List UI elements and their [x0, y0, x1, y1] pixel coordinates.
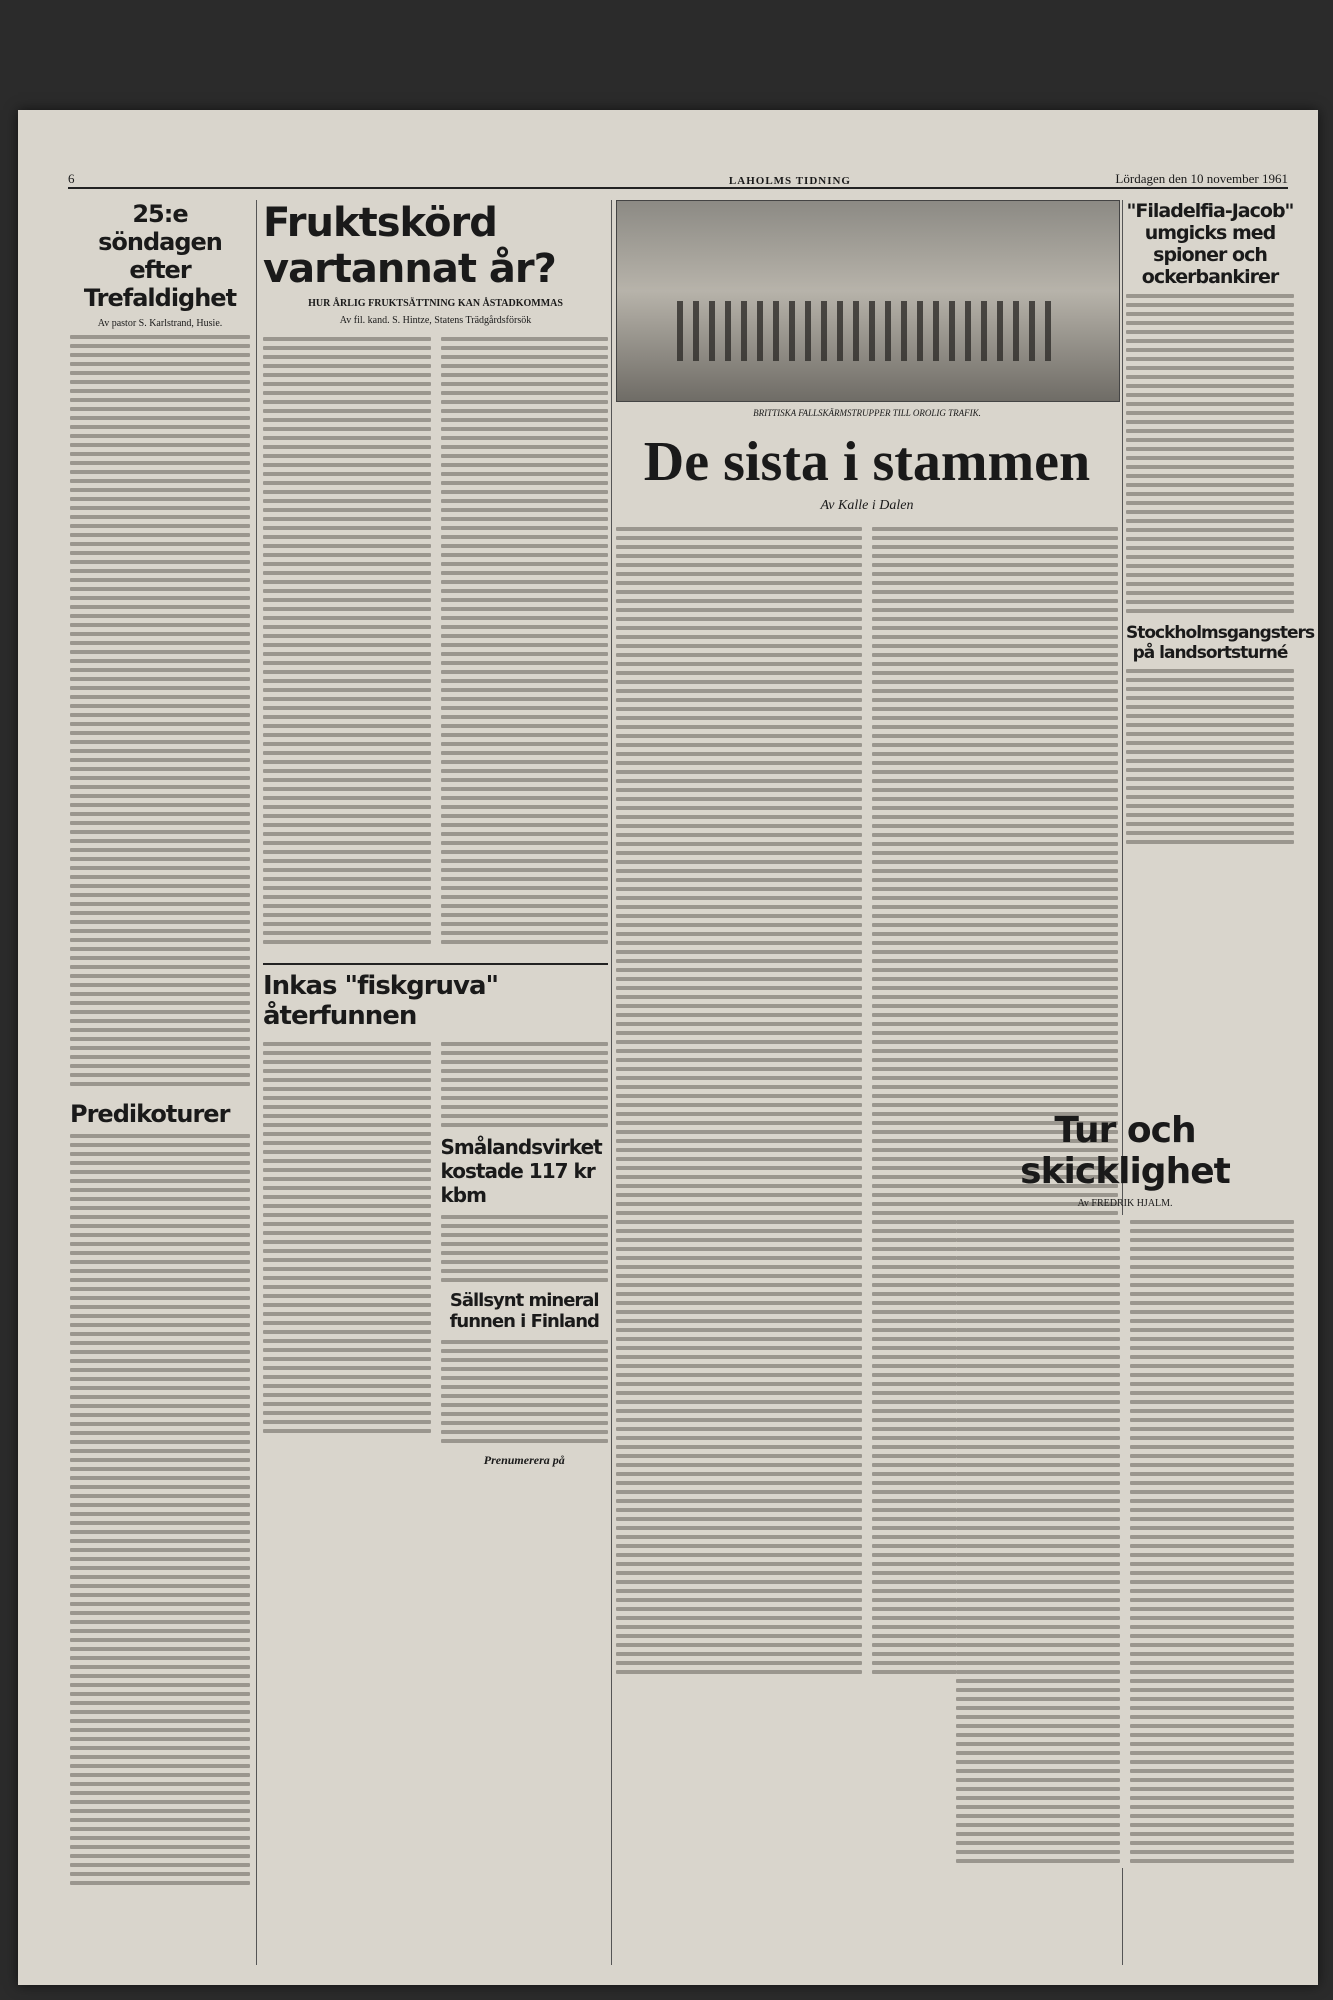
- stockholmsgangsters-title: Stockholmsgangsters på landsortsturné: [1126, 623, 1315, 663]
- photo-caption: BRITTISKA FALLSKÄRMSTRUPPER TILL OROLIG TRAFIK.: [753, 408, 981, 418]
- paper-name: LAHOLMS TIDNING: [728, 175, 851, 187]
- skicklighet-body: [956, 1215, 1294, 1868]
- issue-date: Lördagen den 10 november 1961: [1115, 171, 1288, 186]
- page-number: 6: [68, 171, 75, 186]
- column-rule: [611, 200, 612, 1965]
- skicklighet-article: [956, 1110, 1294, 1868]
- column-rule: [256, 200, 257, 1965]
- masthead: [68, 165, 1288, 189]
- fruktskord-byline: Av fil. kand. S. Hintze, Statens Trädgårdsförsök: [339, 315, 532, 326]
- fiskgruva-title: Inkas "fiskgruva" återfunnen: [263, 963, 608, 1031]
- fruktskord-subtitle: HUR ÅRLIG FRUKTSÄTTNING KAN ÅSTADKOMMAS: [308, 298, 563, 309]
- sermon-byline: Av pastor S. Karlstrand, Husie.: [97, 318, 223, 329]
- prenumerera-text: Prenumerera på: [483, 1453, 565, 1467]
- photo-figures: [677, 301, 1059, 361]
- sermon-title: 25:e söndagen efter Trefaldighet: [83, 200, 237, 312]
- sermon-body: [70, 335, 250, 1086]
- stammen-title: De sista i stammen: [643, 431, 1091, 493]
- paratroopers-photo: [616, 200, 1120, 402]
- skicklighet-byline: Av FREDRIK HJALM.: [1077, 1198, 1173, 1209]
- column-2: [263, 200, 608, 1965]
- fiskgruva-body: [263, 1037, 608, 1468]
- predikoturer-title: Predikoturer: [70, 1100, 230, 1128]
- filadelfia-title: "Filadelfia-Jacob" umgicks med spioner och ockerbankirer: [1126, 200, 1294, 288]
- predikoturer-body: [70, 1134, 250, 1885]
- fruktskord-body: [263, 332, 608, 949]
- column-1: [70, 200, 250, 1965]
- smalandsvirket-title: Smålandsvirket kostade 117 kr kbm: [440, 1135, 602, 1207]
- stammen-byline: Av Kalle i Dalen: [820, 498, 914, 513]
- mineral-title: Sällsynt mineral funnen i Finland: [449, 1290, 599, 1332]
- newspaper-page: [18, 110, 1318, 1985]
- filadelfia-body: [1126, 294, 1294, 613]
- stockholmsgangsters-body: [1126, 669, 1294, 844]
- skicklighet-title: Tur och skicklighet: [1020, 1110, 1230, 1192]
- fruktskord-title: Fruktskörd vartannat år?: [263, 200, 556, 292]
